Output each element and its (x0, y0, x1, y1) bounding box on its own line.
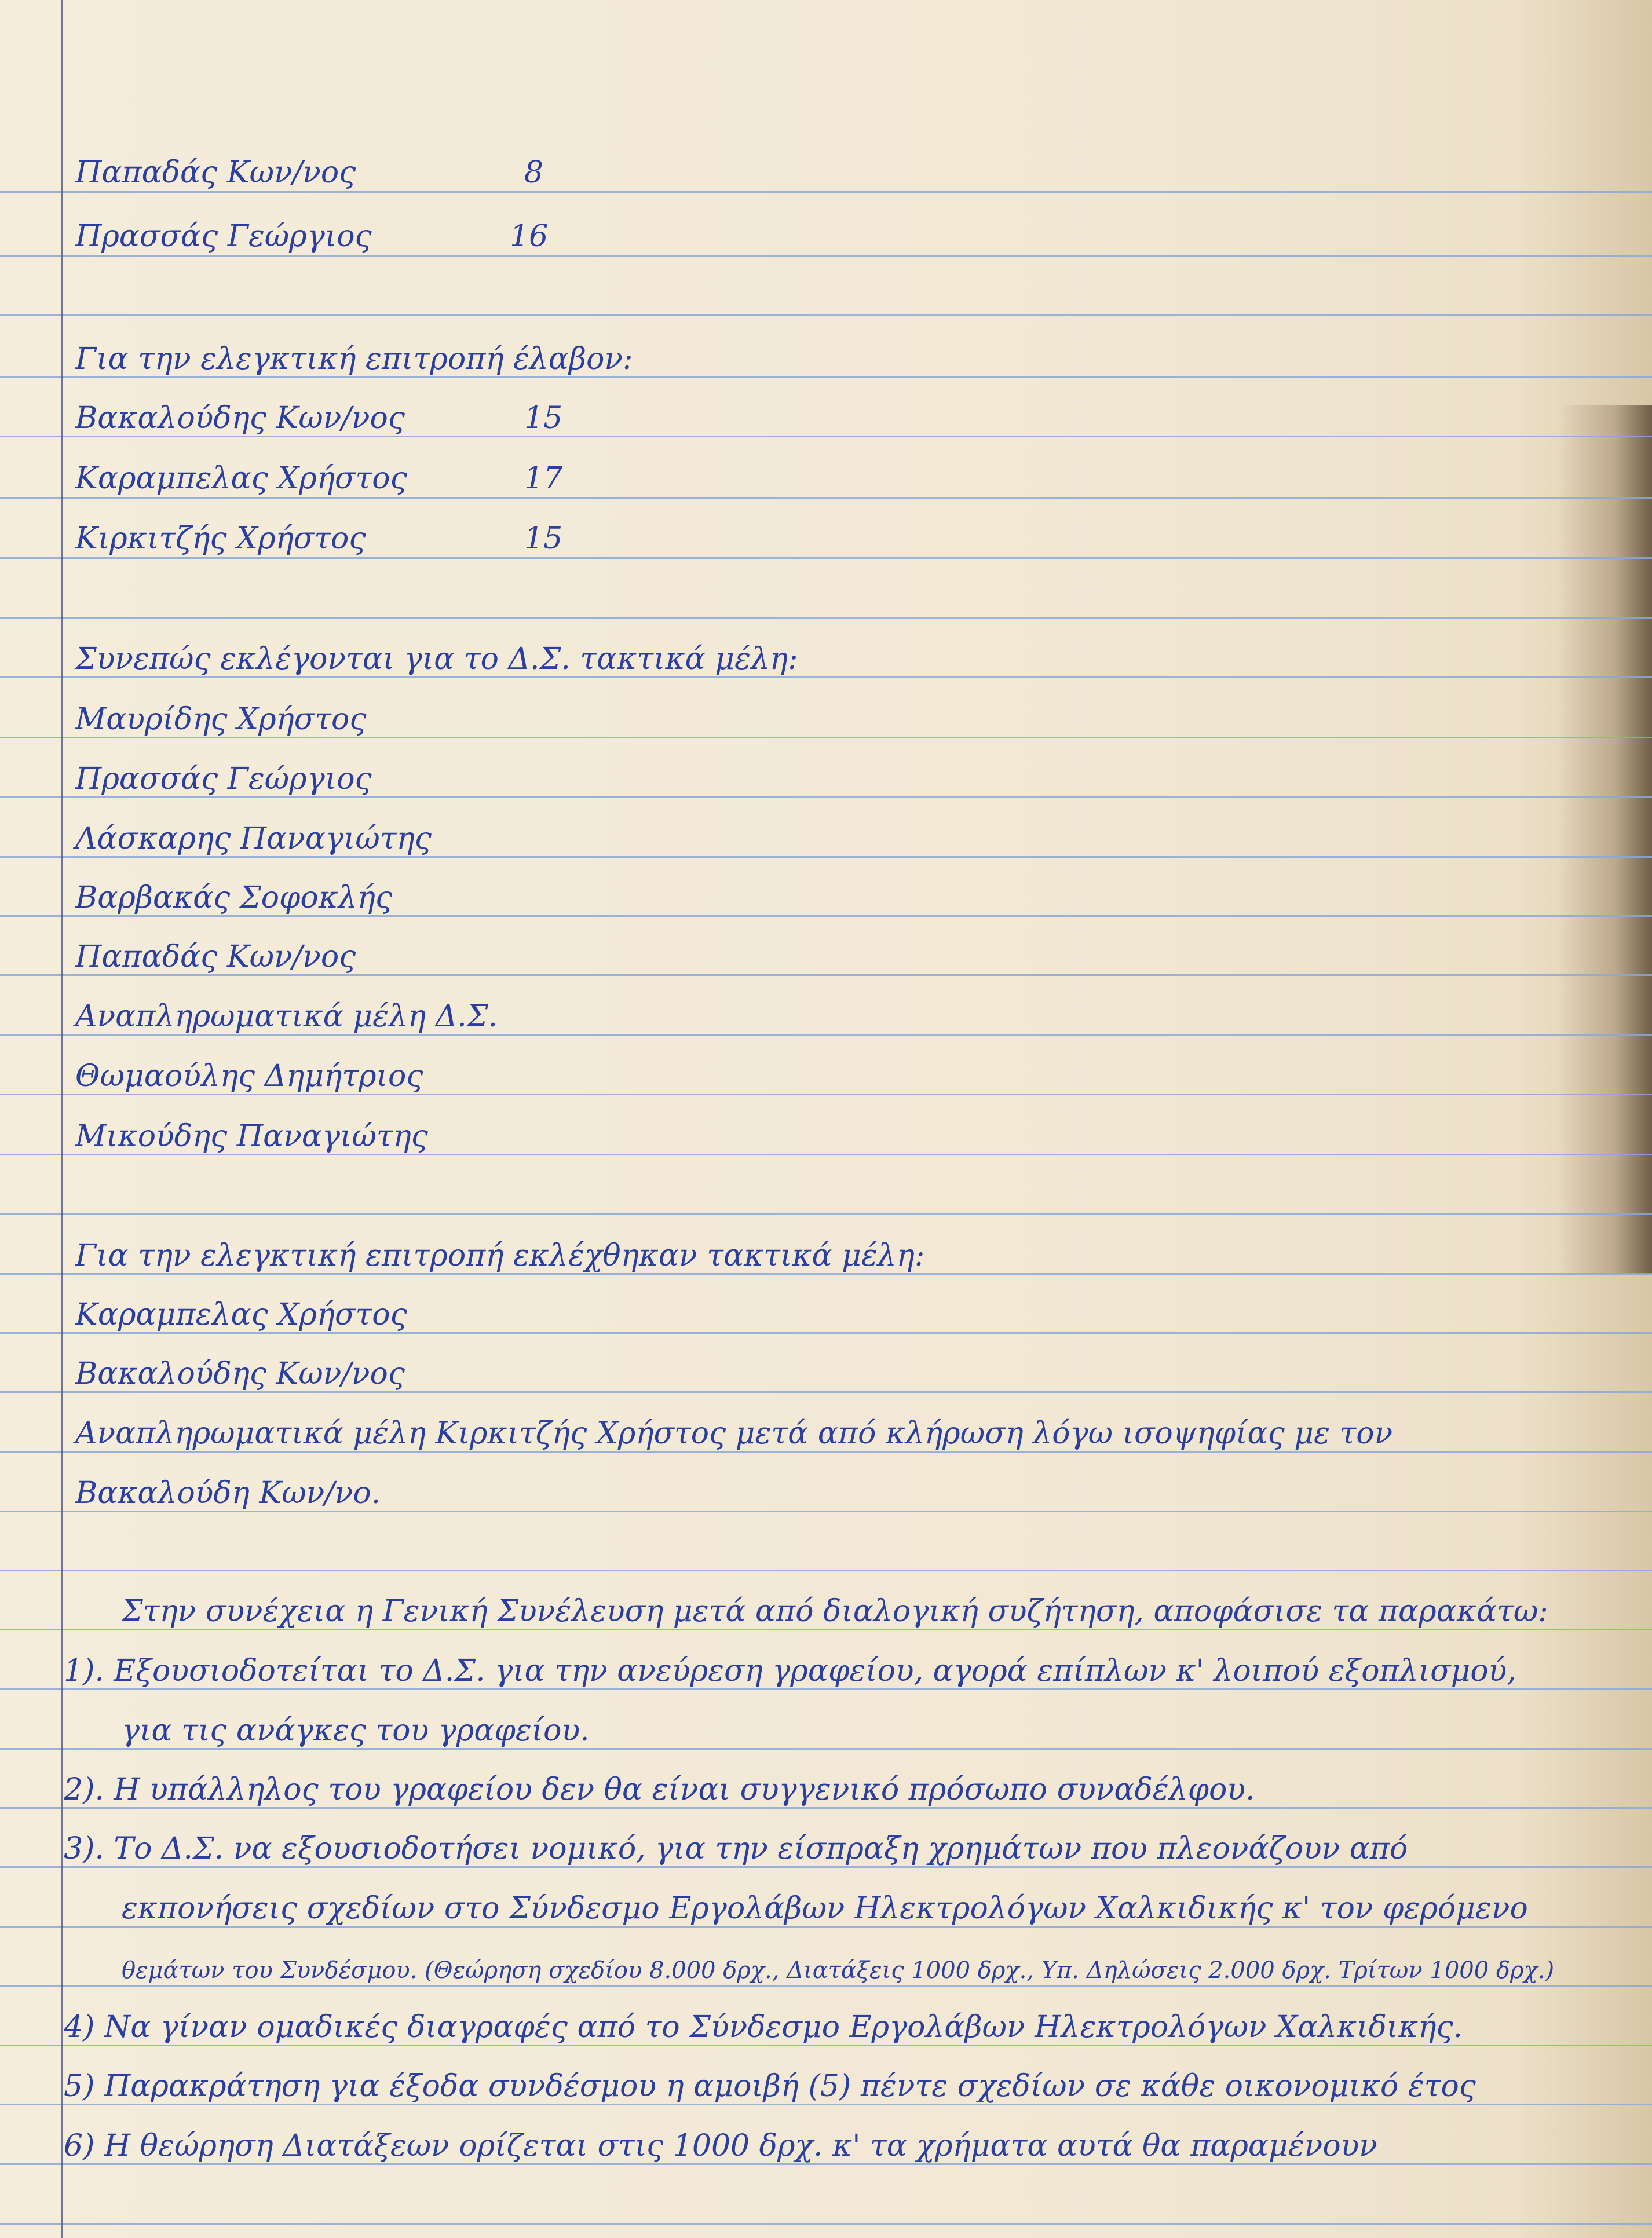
text-line: Βακαλούδη Κων/νο. (75, 1476, 381, 1511)
rule-line (0, 314, 1652, 316)
rule-line (0, 1094, 1652, 1095)
rule-line (0, 796, 1652, 798)
text-line: Βαρβακάς Σοφοκλής (75, 880, 393, 915)
vote-count: 8 (524, 155, 544, 190)
rule-line (0, 2163, 1652, 2165)
text-line: Πρασσάς Γεώργιος (75, 219, 372, 254)
rule-line (0, 2045, 1652, 2046)
rule-line (0, 191, 1652, 193)
rule-line (0, 255, 1652, 257)
text-line: Πρασσάς Γεώργιος (75, 762, 372, 796)
page-stain (1559, 405, 1652, 1274)
rule-line (0, 1688, 1652, 1690)
rule-line (0, 1451, 1652, 1453)
rule-line (0, 436, 1652, 437)
vote-count: 16 (510, 219, 549, 254)
rule-line (0, 1213, 1652, 1215)
text-line: Αναπληρωματικά μέλη Κιρκιτζής Χρήστος μετά από κλήρωση λόγω ισοψηφίας με τον (75, 1416, 1393, 1451)
rule-line (0, 376, 1652, 378)
rule-line (0, 557, 1652, 559)
rule-line (0, 617, 1652, 619)
text-line: 1). Εξουσιοδοτείται το Δ.Σ. για την ανεύρεση γραφείου, αγορά επίπλων κ' λοιπού εξοπλισμού, (64, 1654, 1516, 1688)
margin-line (61, 0, 63, 2238)
rule-line (0, 1926, 1652, 1928)
rule-line (0, 974, 1652, 976)
text-line: Στην συνέχεια η Γενική Συνέλευση μετά από διαλογική συζήτηση, αποφάσισε τα παρακάτω: (122, 1594, 1548, 1629)
text-line: Κιρκιτζής Χρήστος (75, 521, 366, 556)
vote-count: 15 (524, 401, 563, 436)
text-line: Παπαδάς Κων/νος (75, 155, 356, 190)
rule-line (0, 1807, 1652, 1809)
text-line: Μικούδης Παναγιώτης (75, 1119, 428, 1154)
rule-line (0, 915, 1652, 917)
text-line: για τις ανάγκες του γραφείου. (122, 1713, 590, 1748)
text-line: 5) Παρακράτηση για έξοδα συνδέσμου η αμοιβή (5) πέντε σχεδίων σε κάθε οικονομικό έτος (64, 2069, 1476, 2104)
rule-line (0, 856, 1652, 858)
text-line: εκπονήσεις σχεδίων στο Σύνδεσμο Εργολάβων Ηλεκτρολόγων Χαλκιδικής κ' τον φερόμενο (122, 1891, 1528, 1926)
rule-line (0, 1511, 1652, 1512)
rule-line (0, 1034, 1652, 1036)
vote-count: 17 (524, 461, 563, 496)
text-line: Βακαλούδης Κων/νος (75, 401, 405, 436)
rule-line (0, 1570, 1652, 1571)
text-line: 4) Να γίναν ομαδικές διαγραφές από το Σύνδεσμο Εργολάβων Ηλεκτρολόγων Χαλκιδικής. (64, 2010, 1463, 2045)
rule-line (0, 737, 1652, 738)
rule-line (0, 1629, 1652, 1630)
text-line: Καραμπελας Χρήστος (75, 461, 407, 496)
rule-line (0, 497, 1652, 499)
text-line: Καραμπελας Χρήστος (75, 1297, 407, 1332)
text-line: θεμάτων του Συνδέσμου. (Θεώρηση σχεδίου 8.000 δρχ., Διατάξεις 1000 δρχ., Υπ. Δηλώσεις 2.000 δρχ. Τρίτων 1000 δρχ.) (122, 1957, 1555, 1984)
text-line: Μαυρίδης Χρήστος (75, 702, 367, 737)
rule-line (0, 1332, 1652, 1334)
text-line: Λάσκαρης Παναγιώτης (75, 821, 432, 856)
text-line: 6) Η θεώρηση Διατάξεων ορίζεται στις 1000 δρχ. κ' τα χρήματα αυτά θα παραμένουν (64, 2129, 1377, 2163)
text-line: Θωμαούλης Δημήτριος (75, 1059, 423, 1094)
rule-line (0, 1154, 1652, 1155)
text-line: Αναπληρωματικά μέλη Δ.Σ. (75, 999, 498, 1034)
rule-line (0, 676, 1652, 678)
text-line: Συνεπώς εκλέγονται για το Δ.Σ. τακτικά μέλη: (75, 642, 798, 676)
text-line: 2). Η υπάλληλος του γραφείου δεν θα είναι συγγενικό πρόσωπο συναδέλφου. (64, 1772, 1255, 1807)
rule-line (0, 2223, 1652, 2225)
text-line: 3). Το Δ.Σ. να εξουσιοδοτήσει νομικό, για την είσπραξη χρημάτων που πλεονάζουν από (64, 1831, 1408, 1866)
rule-line (0, 1748, 1652, 1750)
text-line: Για την ελεγκτική επιτροπή εκλέχθηκαν τακτικά μέλη: (75, 1238, 925, 1273)
rule-line (0, 1391, 1652, 1393)
text-line: Βακαλούδης Κων/νος (75, 1356, 405, 1391)
text-line: Παπαδάς Κων/νος (75, 939, 356, 974)
rule-line (0, 2104, 1652, 2105)
vote-count: 15 (524, 521, 563, 556)
rule-line (0, 1273, 1652, 1275)
text-line: Για την ελεγκτική επιτροπή έλαβον: (75, 342, 633, 376)
rule-line (0, 1866, 1652, 1868)
